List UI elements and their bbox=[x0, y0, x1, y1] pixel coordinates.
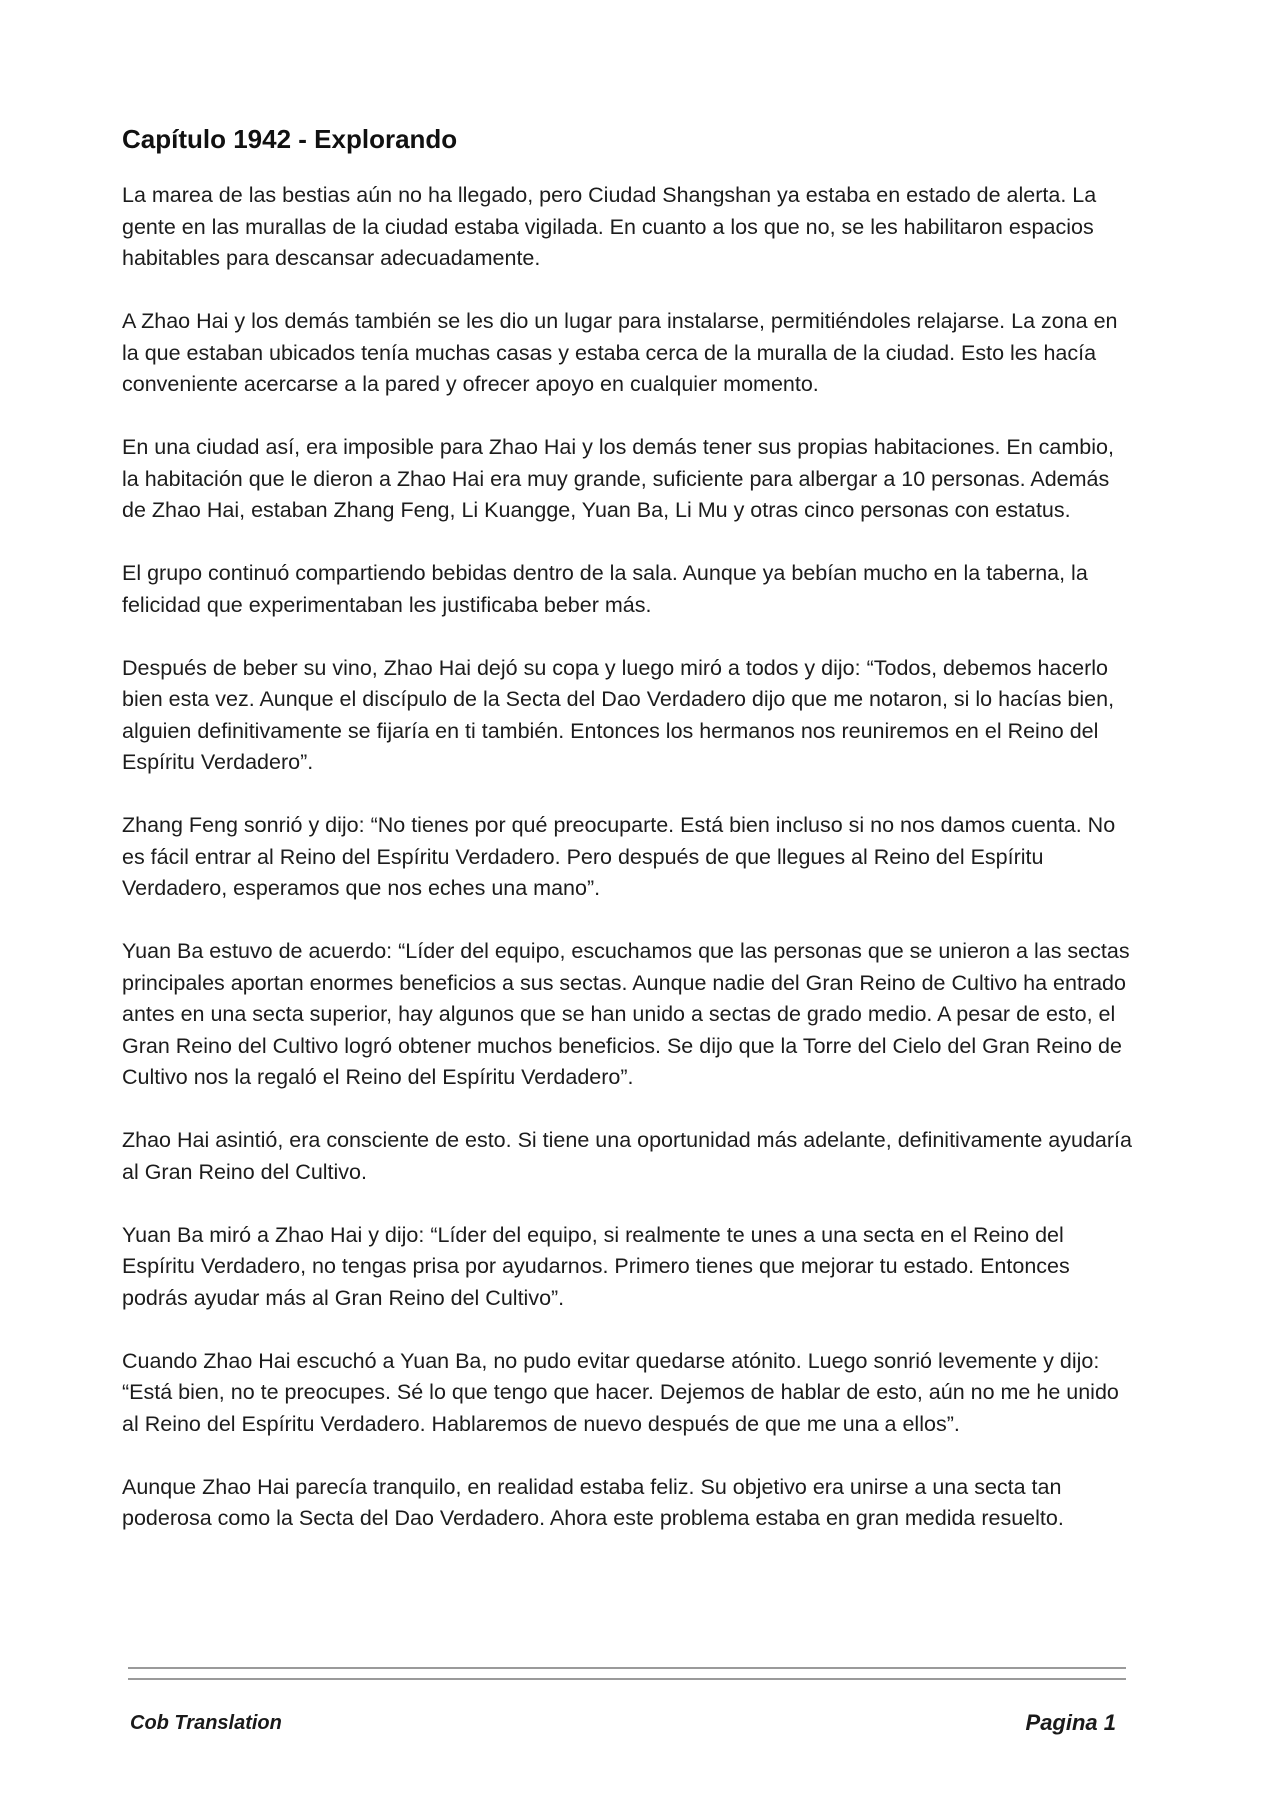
paragraph-1: La marea de las bestias aún no ha llegado, pero Ciudad Shangshan ya estaba en estado de alerta. La gente en las murallas de la ciudad estaba vigilada. En cuanto a los que no, se les habilitaron espacios habitables para descansar adecuadamente. bbox=[122, 183, 1097, 270]
paragraph-9: Yuan Ba miró a Zhao Hai y dijo: “Líder del equipo, si realmente te unes a una secta en el Reino del Espíritu Verdadero, no tengas prisa por ayudarnos. Primero tienes que mejorar tu estado. Entonces podrás ayudar más al Gran Reino del Cultivo”. bbox=[122, 1222, 1070, 1310]
footer-page-number: Pagina 1 bbox=[1025, 1710, 1116, 1735]
chapter-title: Capítulo 1942 - Explorando bbox=[122, 124, 458, 154]
paragraph-11: Aunque Zhao Hai parecía tranquilo, en realidad estaba feliz. Su objetivo era unirse a una secta tan poderosa como la Secta del Dao Verdadero. Ahora este problema estaba en gran medida resuelto. bbox=[122, 1474, 1064, 1530]
footer-divider-bottom bbox=[128, 1678, 1126, 1680]
paragraph-5: Después de beber su vino, Zhao Hai dejó su copa y luego miró a todos y dijo: “Todos, debemos hacerlo bien esta vez. Aunque el discípulo de la Secta del Dao Verdadero dijo que me notaron, si lo hacías bien, alguien definitivamente se fijaría en ti también. Entonces los hermanos nos reuniremos en el Reino del Espíritu Verdadero”. bbox=[122, 655, 1115, 774]
paragraph-10: Cuando Zhao Hai escuchó a Yuan Ba, no pudo evitar quedarse atónito. Luego sonrió levemente y dijo: “Está bien, no te preocupes. Sé lo que tengo que hacer. Dejemos de hablar de esto, aún no me he unido al Reino del Espíritu Verdadero. Hablaremos de nuevo después de que me una a ellos”. bbox=[122, 1348, 1119, 1436]
paragraph-6: Zhang Feng sonrió y dijo: “No tienes por qué preocuparte. Está bien incluso si no nos damos cuenta. No es fácil entrar al Reino del Espíritu Verdadero. Pero después de que llegues al Reino del Espíritu Verdadero, esperamos que nos eches una mano”. bbox=[122, 813, 1116, 900]
paragraph-4: El grupo continuó compartiendo bebidas dentro de la sala. Aunque ya bebían mucho en la taberna, la felicidad que experimentaban les justificaba beber más. bbox=[122, 561, 1088, 617]
footer-translator-credit: Cob Translation bbox=[130, 1712, 282, 1734]
paragraph-3: En una ciudad así, era imposible para Zhao Hai y los demás tener sus propias habitaciones. En cambio, la habitación que le dieron a Zhao Hai era muy grande, suficiente para albergar a 10 personas. Además de Zhao Hai, estaban Zhang Feng, Li Kuangge, Yuan Ba, Li Mu y otras cinco personas con estatus. bbox=[122, 435, 1114, 522]
paragraph-2: A Zhao Hai y los demás también se les dio un lugar para instalarse, permitiéndoles relajarse. La zona en la que estaban ubicados tenía muchas casas y estaba cerca de la muralla de la ciudad. Esto les hacía conveniente acercarse a la pared y ofrecer apoyo en cualquier momento. bbox=[122, 309, 1118, 396]
paragraph-7: Yuan Ba estuvo de acuerdo: “Líder del equipo, escuchamos que las personas que se unieron a las sectas principales aportan enormes beneficios a sus sectas. Aunque nadie del Gran Reino de Cultivo ha entrado antes en una secta superior, hay algunos que se han unido a sectas de grado medio. A pesar de esto, el Gran Reino del Cultivo logró obtener muchos beneficios. Se dijo que la Torre del Cielo del Gran Reino de Cultivo nos la regaló el Reino del Espíritu Verdadero”. bbox=[122, 939, 1130, 1089]
paragraph-8: Zhao Hai asintió, era consciente de esto. Si tiene una oportunidad más adelante, definitivamente ayudaría al Gran Reino del Cultivo. bbox=[122, 1128, 1132, 1184]
footer-divider-top bbox=[128, 1667, 1126, 1669]
document-body bbox=[122, 122, 1132, 1566]
